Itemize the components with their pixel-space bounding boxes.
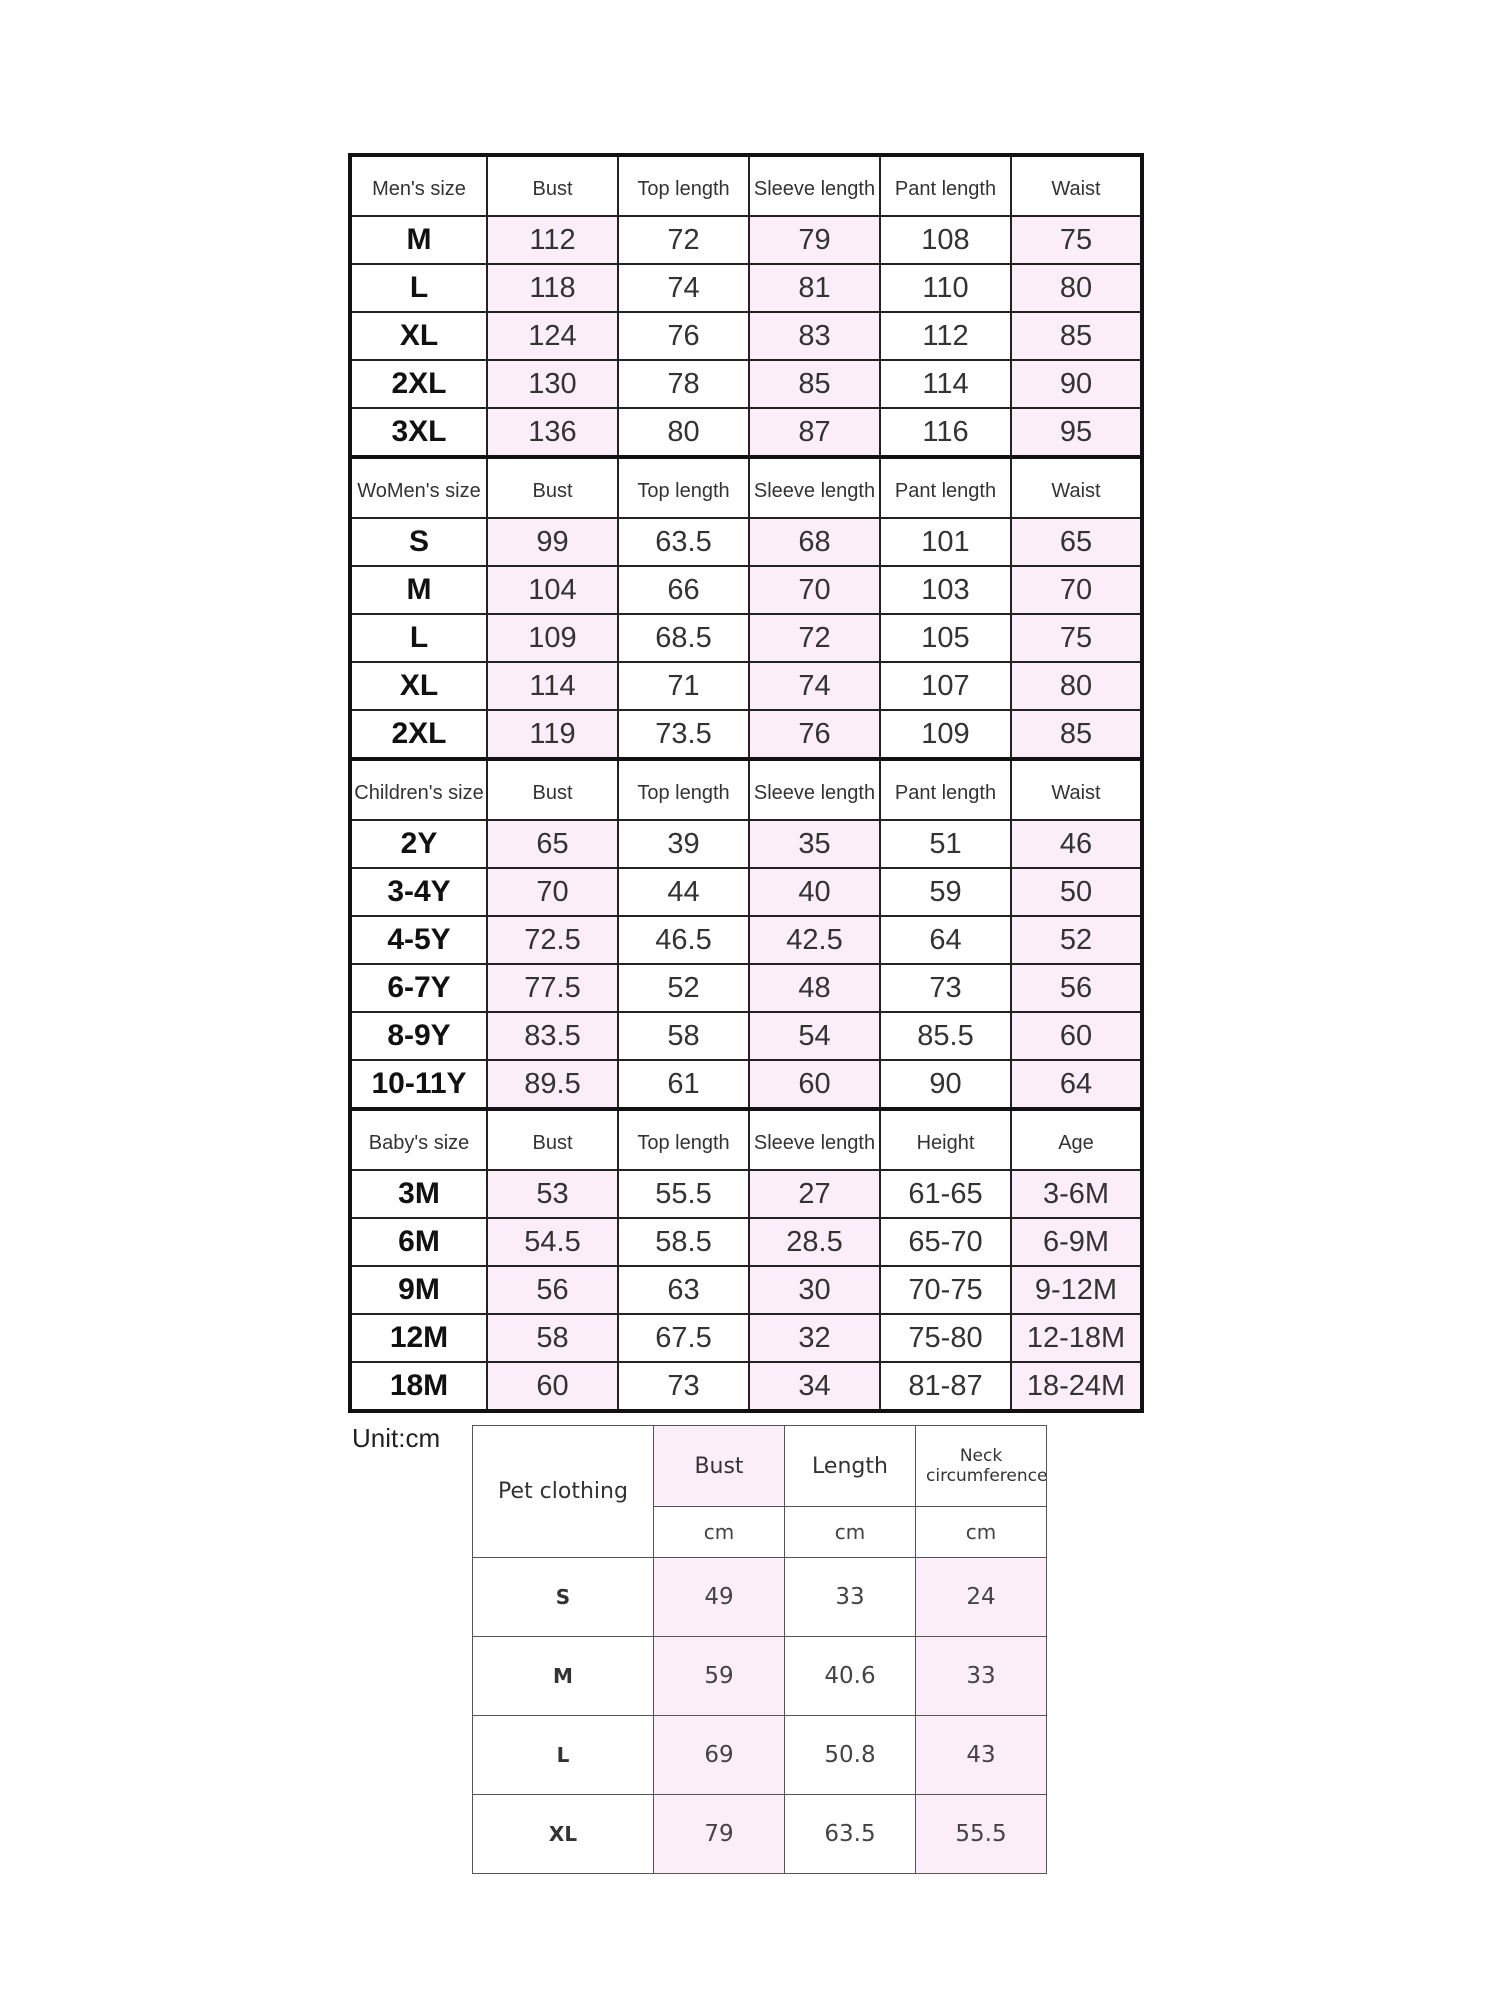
measurement-cell: 101 (880, 518, 1011, 566)
size-label-cell: M (350, 566, 487, 614)
measurement-cell: 108 (880, 216, 1011, 264)
size-row (350, 264, 1142, 312)
measurement-cell: 53 (487, 1170, 618, 1218)
measurement-cell: 52 (618, 964, 749, 1012)
measurement-cell: 66 (618, 566, 749, 614)
section-title-cell: WoMen's size (350, 457, 487, 518)
measurement-cell: 32 (749, 1314, 880, 1362)
size-row (350, 566, 1142, 614)
measurement-cell: 74 (749, 662, 880, 710)
measurement-cell: 107 (880, 662, 1011, 710)
measurement-cell: 90 (1011, 360, 1142, 408)
section-title-cell: Baby's size (350, 1109, 487, 1170)
measurement-cell: 27 (749, 1170, 880, 1218)
measurement-cell: 109 (487, 614, 618, 662)
size-row (350, 312, 1142, 360)
size-row (350, 360, 1142, 408)
size-row (350, 1170, 1142, 1218)
measurement-cell: 85 (1011, 710, 1142, 759)
measurement-cell: 63.5 (618, 518, 749, 566)
column-header-cell: Waist (1011, 155, 1142, 216)
size-label-cell: 10-11Y (350, 1060, 487, 1109)
section-title-cell: Men's size (350, 155, 487, 216)
pet-value-cell: 49 (654, 1558, 785, 1637)
pet-size-cell: XL (473, 1795, 654, 1874)
measurement-cell: 65 (1011, 518, 1142, 566)
measurement-cell: 119 (487, 710, 618, 759)
measurement-cell: 114 (487, 662, 618, 710)
measurement-cell: 46.5 (618, 916, 749, 964)
size-label-cell: 3XL (350, 408, 487, 457)
measurement-cell: 58.5 (618, 1218, 749, 1266)
measurement-cell: 39 (618, 820, 749, 868)
measurement-cell: 50 (1011, 868, 1142, 916)
measurement-cell: 80 (1011, 662, 1142, 710)
measurement-cell: 9-12M (1011, 1266, 1142, 1314)
measurement-cell: 72 (749, 614, 880, 662)
measurement-cell: 114 (880, 360, 1011, 408)
size-row (350, 1060, 1142, 1109)
measurement-cell: 34 (749, 1362, 880, 1411)
measurement-cell: 77.5 (487, 964, 618, 1012)
pet-value-cell: 33 (916, 1637, 1047, 1716)
measurement-cell: 124 (487, 312, 618, 360)
size-label-cell: 4-5Y (350, 916, 487, 964)
pet-header-bust: Bust (654, 1426, 785, 1507)
measurement-cell: 81 (749, 264, 880, 312)
measurement-cell: 60 (749, 1060, 880, 1109)
column-header-cell: Waist (1011, 457, 1142, 518)
unit-label: Unit:cm (352, 1423, 441, 1453)
size-label-cell: L (350, 264, 487, 312)
measurement-cell: 85.5 (880, 1012, 1011, 1060)
pet-size-cell: M (473, 1637, 654, 1716)
section-header-row (350, 457, 1142, 518)
size-label-cell: 6-7Y (350, 964, 487, 1012)
pet-header-length: Length (785, 1426, 916, 1507)
measurement-cell: 48 (749, 964, 880, 1012)
measurement-cell: 55.5 (618, 1170, 749, 1218)
measurement-cell: 72 (618, 216, 749, 264)
measurement-cell: 68 (749, 518, 880, 566)
size-row (350, 820, 1142, 868)
column-header-cell: Top length (618, 155, 749, 216)
size-label-cell: 6M (350, 1218, 487, 1266)
pet-unit-cell: cm (785, 1507, 916, 1558)
measurement-cell: 116 (880, 408, 1011, 457)
section-header-row (350, 759, 1142, 820)
measurement-cell: 112 (880, 312, 1011, 360)
size-label-cell: M (350, 216, 487, 264)
column-header-cell: Sleeve length (749, 759, 880, 820)
measurement-cell: 76 (749, 710, 880, 759)
measurement-cell: 72.5 (487, 916, 618, 964)
column-header-cell: Bust (487, 1109, 618, 1170)
size-label-cell: 9M (350, 1266, 487, 1314)
column-header-cell: Bust (487, 155, 618, 216)
pet-value-cell: 69 (654, 1716, 785, 1795)
measurement-cell: 60 (1011, 1012, 1142, 1060)
column-header-cell: Pant length (880, 155, 1011, 216)
measurement-cell: 18-24M (1011, 1362, 1142, 1411)
measurement-cell: 58 (618, 1012, 749, 1060)
size-label-cell: 8-9Y (350, 1012, 487, 1060)
measurement-cell: 118 (487, 264, 618, 312)
measurement-cell: 71 (618, 662, 749, 710)
measurement-cell: 52 (1011, 916, 1142, 964)
measurement-cell: 76 (618, 312, 749, 360)
measurement-cell: 85 (1011, 312, 1142, 360)
size-row (350, 964, 1142, 1012)
measurement-cell: 65 (487, 820, 618, 868)
measurement-cell: 75-80 (880, 1314, 1011, 1362)
measurement-cell: 60 (487, 1362, 618, 1411)
column-header-cell: Pant length (880, 457, 1011, 518)
size-row (350, 868, 1142, 916)
pet-value-cell: 59 (654, 1637, 785, 1716)
size-row (350, 916, 1142, 964)
size-label-cell: L (350, 614, 487, 662)
pet-header-row (473, 1426, 1047, 1507)
size-label-cell: 12M (350, 1314, 487, 1362)
size-row (350, 216, 1142, 264)
measurement-cell: 64 (1011, 1060, 1142, 1109)
size-row (350, 1012, 1142, 1060)
measurement-cell: 83.5 (487, 1012, 618, 1060)
measurement-cell: 80 (1011, 264, 1142, 312)
measurement-cell: 56 (487, 1266, 618, 1314)
measurement-cell: 80 (618, 408, 749, 457)
size-row (350, 408, 1142, 457)
measurement-cell: 73 (880, 964, 1011, 1012)
measurement-cell: 61-65 (880, 1170, 1011, 1218)
column-header-cell: Age (1011, 1109, 1142, 1170)
pet-row (473, 1795, 1047, 1874)
column-header-cell: Waist (1011, 759, 1142, 820)
pet-value-cell: 40.6 (785, 1637, 916, 1716)
size-row (350, 1314, 1142, 1362)
column-header-cell: Bust (487, 457, 618, 518)
pet-header-neck (916, 1426, 1047, 1507)
size-label-cell: 3-4Y (350, 868, 487, 916)
section-header-row (350, 1109, 1142, 1170)
size-label-cell: XL (350, 662, 487, 710)
measurement-cell: 44 (618, 868, 749, 916)
measurement-cell: 110 (880, 264, 1011, 312)
measurement-cell: 109 (880, 710, 1011, 759)
pet-value-cell: 33 (785, 1558, 916, 1637)
measurement-cell: 51 (880, 820, 1011, 868)
measurement-cell: 54 (749, 1012, 880, 1060)
measurement-cell: 104 (487, 566, 618, 614)
measurement-cell: 68.5 (618, 614, 749, 662)
measurement-cell: 130 (487, 360, 618, 408)
pet-unit-cell: cm (654, 1507, 785, 1558)
size-label-cell: 2Y (350, 820, 487, 868)
measurement-cell: 40 (749, 868, 880, 916)
section-header-row (350, 155, 1142, 216)
measurement-cell: 103 (880, 566, 1011, 614)
pet-value-cell: 24 (916, 1558, 1047, 1637)
measurement-cell: 95 (1011, 408, 1142, 457)
measurement-cell: 70 (1011, 566, 1142, 614)
measurement-cell: 73.5 (618, 710, 749, 759)
measurement-cell: 70 (749, 566, 880, 614)
measurement-cell: 12-18M (1011, 1314, 1142, 1362)
measurement-cell: 30 (749, 1266, 880, 1314)
pet-value-cell: 79 (654, 1795, 785, 1874)
column-header-cell: Top length (618, 457, 749, 518)
measurement-cell: 74 (618, 264, 749, 312)
size-row (350, 710, 1142, 759)
measurement-cell: 87 (749, 408, 880, 457)
measurement-cell: 75 (1011, 614, 1142, 662)
measurement-cell: 136 (487, 408, 618, 457)
measurement-cell: 73 (618, 1362, 749, 1411)
measurement-cell: 64 (880, 916, 1011, 964)
pet-unit-cell: cm (916, 1507, 1047, 1558)
size-row (350, 1218, 1142, 1266)
pet-row (473, 1637, 1047, 1716)
measurement-cell: 58 (487, 1314, 618, 1362)
measurement-cell: 61 (618, 1060, 749, 1109)
measurement-cell: 63 (618, 1266, 749, 1314)
measurement-cell: 56 (1011, 964, 1142, 1012)
measurement-cell: 65-70 (880, 1218, 1011, 1266)
measurement-cell: 70-75 (880, 1266, 1011, 1314)
column-header-cell: Top length (618, 759, 749, 820)
measurement-cell: 105 (880, 614, 1011, 662)
measurement-cell: 79 (749, 216, 880, 264)
measurement-cell: 42.5 (749, 916, 880, 964)
pet-size-table (472, 1425, 1047, 1874)
measurement-cell: 81-87 (880, 1362, 1011, 1411)
measurement-cell: 35 (749, 820, 880, 868)
measurement-cell: 112 (487, 216, 618, 264)
pet-header-neck-label: Neck circumference (926, 1446, 1048, 1486)
size-label-cell: XL (350, 312, 487, 360)
pet-size-cell: L (473, 1716, 654, 1795)
size-label-cell: 3M (350, 1170, 487, 1218)
measurement-cell: 6-9M (1011, 1218, 1142, 1266)
measurement-cell: 70 (487, 868, 618, 916)
size-row (350, 1266, 1142, 1314)
section-title-cell: Children's size (350, 759, 487, 820)
measurement-cell: 89.5 (487, 1060, 618, 1109)
pet-value-cell: 43 (916, 1716, 1047, 1795)
measurement-cell: 99 (487, 518, 618, 566)
size-label-cell: 2XL (350, 710, 487, 759)
column-header-cell: Sleeve length (749, 457, 880, 518)
measurement-cell: 85 (749, 360, 880, 408)
column-header-cell: Sleeve length (749, 1109, 880, 1170)
measurement-cell: 28.5 (749, 1218, 880, 1266)
measurement-cell: 59 (880, 868, 1011, 916)
pet-size-cell: S (473, 1558, 654, 1637)
pet-row (473, 1716, 1047, 1795)
size-row (350, 614, 1142, 662)
measurement-cell: 3-6M (1011, 1170, 1142, 1218)
size-label-cell: 18M (350, 1362, 487, 1411)
size-chart-table (348, 153, 1144, 1413)
measurement-cell: 78 (618, 360, 749, 408)
measurement-cell: 83 (749, 312, 880, 360)
pet-value-cell: 55.5 (916, 1795, 1047, 1874)
size-row (350, 518, 1142, 566)
measurement-cell: 90 (880, 1060, 1011, 1109)
pet-row (473, 1558, 1047, 1637)
measurement-cell: 46 (1011, 820, 1142, 868)
column-header-cell: Top length (618, 1109, 749, 1170)
column-header-cell: Pant length (880, 759, 1011, 820)
measurement-cell: 54.5 (487, 1218, 618, 1266)
column-header-cell: Bust (487, 759, 618, 820)
column-header-cell: Height (880, 1109, 1011, 1170)
size-label-cell: S (350, 518, 487, 566)
pet-value-cell: 63.5 (785, 1795, 916, 1874)
measurement-cell: 67.5 (618, 1314, 749, 1362)
size-label-cell: 2XL (350, 360, 487, 408)
pet-value-cell: 50.8 (785, 1716, 916, 1795)
size-row (350, 1362, 1142, 1411)
measurement-cell: 75 (1011, 216, 1142, 264)
pet-title-cell: Pet clothing (473, 1426, 654, 1558)
column-header-cell: Sleeve length (749, 155, 880, 216)
size-row (350, 662, 1142, 710)
